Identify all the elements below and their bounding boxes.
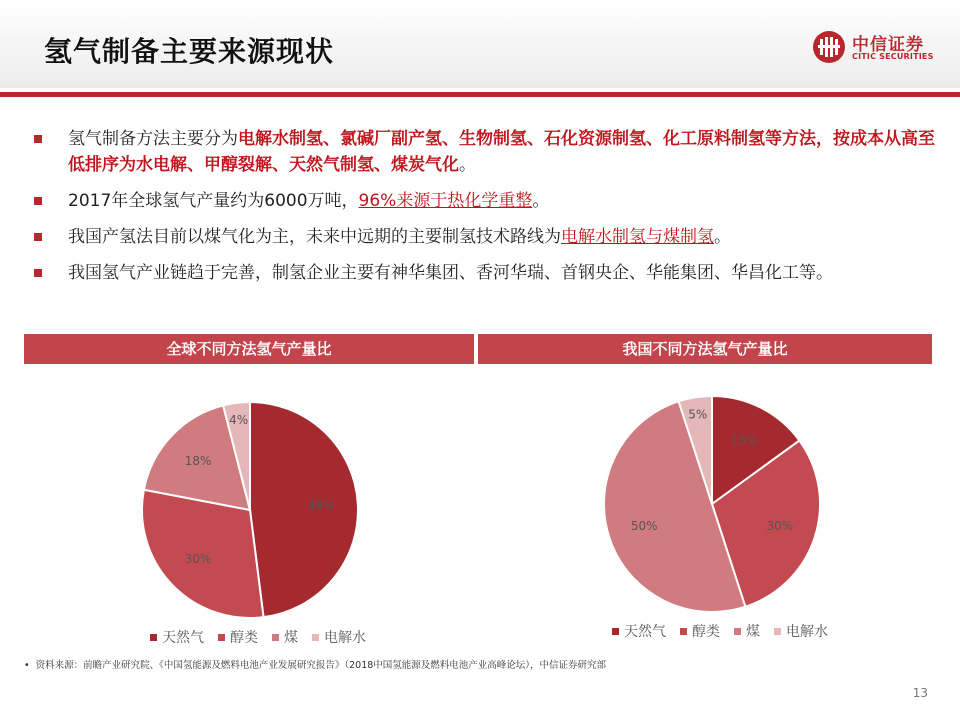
source-text: 资料来源：前瞻产业研究院、《中国氢能源及燃料电池产业发展研究报告》（2018中国氢能源及燃料电池产业高峰论坛），中信证券研究部 [35,660,607,671]
bullet-list [28,126,940,296]
bullet-item [28,260,940,286]
logo-name-en: CITIC SECURITIES [852,52,934,61]
legend-label: 天然气 [624,624,666,640]
legend-swatch [150,634,157,641]
bullet-text: 氢气制备方法主要分为 [68,129,238,149]
bullet-text: 2017年全球氢气产量约为6000万吨， [68,191,359,211]
legend-item [774,621,828,641]
bullet-marker [34,269,42,277]
legend-label: 醇类 [692,624,720,640]
legend-swatch [312,634,319,641]
bullet-text: 我国产氢法目前以煤气化为主，未来中远期的主要制氢技术路线为 [68,227,561,247]
pie-data-label: 30% [184,551,212,566]
legend-swatch [680,628,687,635]
legend-label: 煤 [284,630,298,646]
legend-label: 煤 [746,624,760,640]
legend-swatch [734,628,741,635]
pie-chart-global [130,390,370,630]
header [0,0,960,88]
legend-item [612,621,666,641]
bullet-marker [34,197,42,205]
chart-title-china: 我国不同方法氢气产量比 [478,334,932,364]
legend-swatch [774,628,781,635]
legend-item [272,627,298,647]
bullet-text: 我国氢气产业链趋于完善，制氢企业主要有神华集团、香河华瑞、首钢央企、华能集团、华昌化工等。 [68,263,833,283]
bullet-marker [34,135,42,143]
pie-data-label: 30% [766,519,794,534]
legend-label: 电解水 [324,630,366,646]
legend-swatch [612,628,619,635]
source-note: • 资料来源：前瞻产业研究院、《中国氢能源及燃料电池产业发展研究报告》（2018中国氢能源及燃料电池产业高峰论坛），中信证券研究部 [24,660,607,671]
pie-slice-0 [250,402,358,617]
pie-data-label: 15% [731,433,758,448]
logo-name-cn: 中信证券 [852,35,924,55]
legend-item [150,627,204,647]
pie-data-label: 18% [184,454,212,469]
bullet-marker [34,233,42,241]
page-title: 氢气制备主要来源现状 [44,35,335,68]
citic-logo-icon [812,30,846,64]
pie-data-label: 4% [229,412,249,427]
bullet-item [28,224,940,250]
legend-label: 醇类 [230,630,258,646]
legend-china [612,621,828,641]
bullet-highlight: 电解水制氢、氯碱厂副产氢、生物制氢、石化资源制氢、化工原料制氢等方法，按成本从高至低排序为水电解、甲醇裂解、天然气制氢、煤炭气化 [68,129,935,175]
legend-label: 天然气 [162,630,204,646]
legend-global [150,627,366,647]
legend-item [680,621,720,641]
bullet-item [28,126,940,178]
legend-swatch [272,634,279,641]
bullet-suffix: 。 [459,155,476,175]
pie-data-label: 48% [307,498,335,513]
legend-label: 电解水 [786,624,828,640]
legend-item [218,627,258,647]
bullet-suffix: 。 [714,227,731,247]
pie-data-label: 50% [630,519,658,534]
page-number: 13 [912,686,928,700]
legend-item [312,627,366,647]
pie-chart-china [592,384,832,624]
bullet-item [28,188,940,214]
legend-swatch [218,634,225,641]
pie-data-label: 5% [688,407,708,422]
bullet-suffix: 。 [532,191,550,211]
bullet-highlight: 96%来源于热化学重整 [358,191,533,211]
company-logo [812,28,952,72]
bullet-highlight: 电解水制氢与煤制氢 [561,227,714,247]
header-divider [0,92,960,97]
legend-item [734,621,760,641]
chart-title-global: 全球不同方法氢气产量比 [24,334,474,364]
